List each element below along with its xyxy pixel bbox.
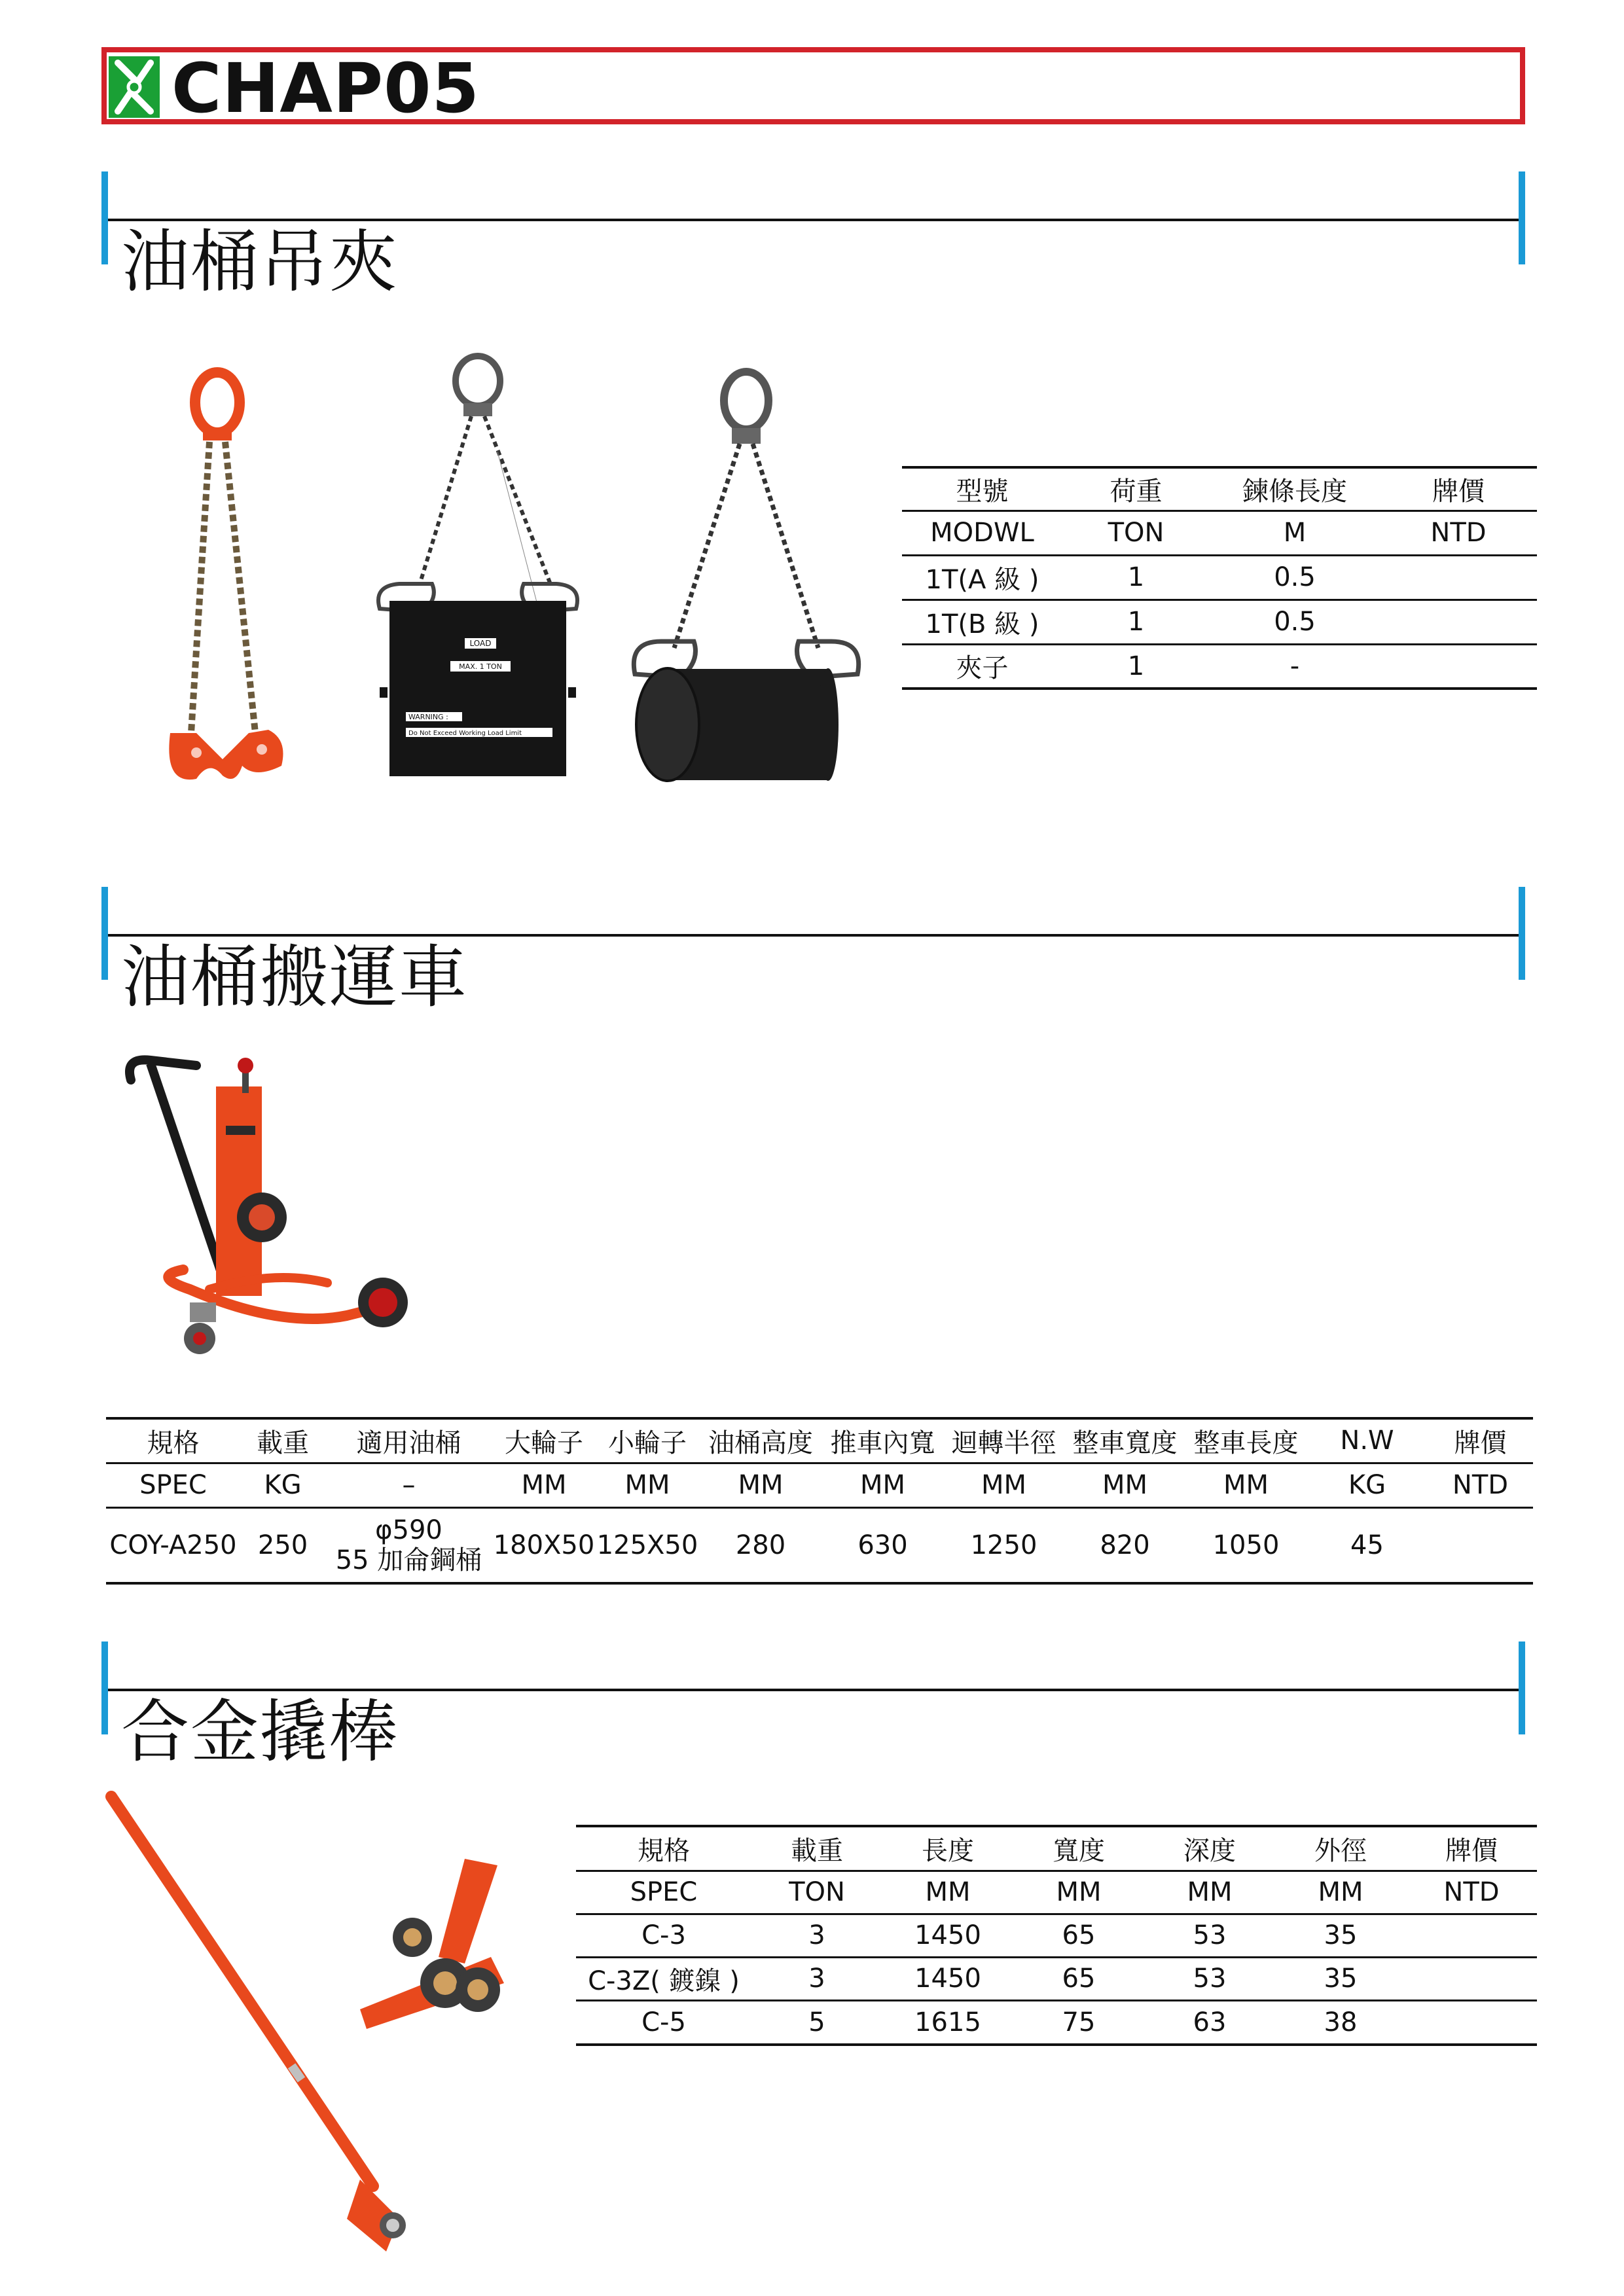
cell-inner-width: 630	[822, 1507, 943, 1583]
cell-length: 1450	[882, 1914, 1013, 1957]
header-drum-height: 油桶高度	[699, 1418, 822, 1463]
section-rule	[108, 1689, 1519, 1691]
header-inner-width-en: MM	[822, 1463, 943, 1507]
cell-price	[1428, 1507, 1533, 1583]
section-rule	[108, 219, 1519, 221]
table-row	[902, 644, 1537, 689]
table-header-en	[106, 1463, 1533, 1507]
cell-spec: COY-A250	[106, 1507, 240, 1583]
cell-outer-diameter: 38	[1275, 2000, 1406, 2045]
header-load: 載重	[240, 1418, 325, 1463]
drum-volume: 55 加侖鋼桶	[335, 1545, 482, 1575]
header-drum-type-en: –	[325, 1463, 492, 1507]
cell-model: 夾子	[902, 644, 1062, 689]
drum-clamp-horizontal-image	[628, 367, 864, 785]
cell-price	[1380, 644, 1537, 689]
header-model-en: MODWL	[902, 511, 1062, 555]
header-net-weight: N.W	[1307, 1418, 1428, 1463]
header-turn-radius-en: MM	[943, 1463, 1064, 1507]
cell-depth: 53	[1144, 1914, 1275, 1957]
drum-clamp-spec-table	[902, 466, 1537, 690]
cell-depth: 53	[1144, 1957, 1275, 2000]
header-price-en: NTD	[1406, 1871, 1537, 1914]
header-spec: 規格	[106, 1418, 240, 1463]
cell-width: 75	[1013, 2000, 1144, 2045]
chapter-title: CHAP05	[171, 48, 480, 128]
cell-total-length: 1050	[1185, 1507, 1307, 1583]
header-load: 荷重	[1062, 467, 1210, 511]
table-row	[576, 1914, 1537, 1957]
cell-drum-type	[325, 1507, 492, 1583]
section-bar-left	[101, 887, 108, 980]
header-drum-height-en: MM	[699, 1463, 822, 1507]
table-header-zh	[576, 1826, 1537, 1871]
header-small-wheel-en: MM	[596, 1463, 699, 1507]
cell-depth: 63	[1144, 2000, 1275, 2045]
warning-text: Do Not Exceed Working Load Limit	[408, 730, 522, 737]
table-header-zh	[106, 1418, 1533, 1463]
cell-width: 65	[1013, 1914, 1144, 1957]
cell-total-width: 820	[1064, 1507, 1185, 1583]
table-row	[576, 1957, 1537, 2000]
drum-truck-spec-table	[106, 1417, 1533, 1585]
header-length-en: MM	[882, 1871, 1013, 1914]
table-row	[902, 555, 1537, 600]
header-inner-width: 推車內寬	[822, 1418, 943, 1463]
cell-price	[1380, 555, 1537, 600]
header-spec-en: SPEC	[106, 1463, 240, 1507]
cell-model: 1T(B 級 )	[902, 600, 1062, 644]
header-length: 長度	[882, 1826, 1013, 1871]
warning-label: WARNING :	[408, 713, 448, 721]
header-chain-length-en: M	[1210, 511, 1380, 555]
cell-load: 1	[1062, 644, 1210, 689]
header-price-en: NTD	[1428, 1463, 1533, 1507]
header-small-wheel: 小輪子	[596, 1418, 699, 1463]
section-header-drum-truck	[101, 887, 1525, 1017]
cell-load: 1	[1062, 600, 1210, 644]
cell-outer-diameter: 35	[1275, 1914, 1406, 1957]
header-load-en: TON	[751, 1871, 882, 1914]
cell-load: 1	[1062, 555, 1210, 600]
cell-outer-diameter: 35	[1275, 1957, 1406, 2000]
drum-diameter: φ590	[375, 1515, 442, 1545]
section-bar-right	[1519, 1641, 1525, 1734]
cell-chain-length: -	[1210, 644, 1380, 689]
section-header-drum-clamp	[101, 171, 1525, 302]
header-big-wheel: 大輪子	[492, 1418, 596, 1463]
table-row	[902, 600, 1537, 644]
cell-price	[1406, 1957, 1537, 2000]
header-width-en: MM	[1013, 1871, 1144, 1914]
cell-model: 1T(A 級 )	[902, 555, 1062, 600]
section-title: 油桶搬運車	[121, 937, 469, 1017]
header-chain-length: 鍊條長度	[1210, 467, 1380, 511]
header-drum-type: 適用油桶	[325, 1418, 492, 1463]
header-outer-diameter-en: MM	[1275, 1871, 1406, 1914]
section-title: 油桶吊夾	[121, 222, 399, 302]
header-turn-radius: 迴轉半徑	[943, 1418, 1064, 1463]
header-price: 牌價	[1406, 1826, 1537, 1871]
header-price: 牌價	[1380, 467, 1537, 511]
header-load-en: KG	[240, 1463, 325, 1507]
cell-price	[1406, 2000, 1537, 2045]
cell-spec: C-3Z( 鍍鎳 )	[576, 1957, 751, 2000]
section-bar-right	[1519, 887, 1525, 980]
table-header-zh	[902, 467, 1537, 511]
header-load: 載重	[751, 1826, 882, 1871]
cell-load: 5	[751, 2000, 882, 2045]
header-price: 牌價	[1428, 1418, 1533, 1463]
table-header-en	[902, 511, 1537, 555]
cell-spec: C-3	[576, 1914, 751, 1957]
cell-load: 250	[240, 1507, 325, 1583]
cell-turn-radius: 1250	[943, 1507, 1064, 1583]
section-header-crowbar	[101, 1641, 1525, 1772]
cell-chain-length: 0.5	[1210, 600, 1380, 644]
header-width: 寬度	[1013, 1826, 1144, 1871]
crowbar-spec-table	[576, 1825, 1537, 2046]
header-spec: 規格	[576, 1826, 751, 1871]
header-total-length-en: MM	[1185, 1463, 1307, 1507]
cell-drum-height: 280	[699, 1507, 822, 1583]
header-load-en: TON	[1062, 511, 1210, 555]
header-price-en: NTD	[1380, 511, 1537, 555]
header-depth-en: MM	[1144, 1871, 1275, 1914]
header-big-wheel-en: MM	[492, 1463, 596, 1507]
drum-clamp-lifting-image	[360, 353, 596, 785]
section-title: 合金撬棒	[121, 1692, 399, 1772]
cell-small-wheel: 125X50	[596, 1507, 699, 1583]
cell-load: 3	[751, 1957, 882, 2000]
max-ton-label: MAX. 1 TON	[459, 662, 502, 671]
table-row	[106, 1507, 1533, 1583]
crowbar-image	[98, 1793, 517, 2265]
section-rule	[108, 934, 1519, 937]
table-row	[576, 2000, 1537, 2045]
header-total-length: 整車長度	[1185, 1418, 1307, 1463]
cell-net-weight: 45	[1307, 1507, 1428, 1583]
cell-price	[1380, 600, 1537, 644]
cell-length: 1615	[882, 2000, 1013, 2045]
header-total-width: 整車寬度	[1064, 1418, 1185, 1463]
header-model: 型號	[902, 467, 1062, 511]
cell-width: 65	[1013, 1957, 1144, 2000]
cell-load: 3	[751, 1914, 882, 1957]
cell-big-wheel: 180X50	[492, 1507, 596, 1583]
header-outer-diameter: 外徑	[1275, 1826, 1406, 1871]
section-bar-right	[1519, 171, 1525, 264]
header-total-width-en: MM	[1064, 1463, 1185, 1507]
header-net-weight-en: KG	[1307, 1463, 1428, 1507]
cell-length: 1450	[882, 1957, 1013, 2000]
table-header-en	[576, 1871, 1537, 1914]
chain-logo-icon	[109, 56, 160, 118]
cell-spec: C-5	[576, 2000, 751, 2045]
section-bar-left	[101, 1641, 108, 1734]
cell-price	[1406, 1914, 1537, 1957]
load-label: LOAD	[469, 639, 492, 648]
cell-chain-length: 0.5	[1210, 555, 1380, 600]
drum-clamp-orange-image	[157, 367, 308, 792]
header-depth: 深度	[1144, 1826, 1275, 1871]
section-bar-left	[101, 171, 108, 264]
header-spec-en: SPEC	[576, 1871, 751, 1914]
drum-truck-image	[111, 1054, 425, 1361]
